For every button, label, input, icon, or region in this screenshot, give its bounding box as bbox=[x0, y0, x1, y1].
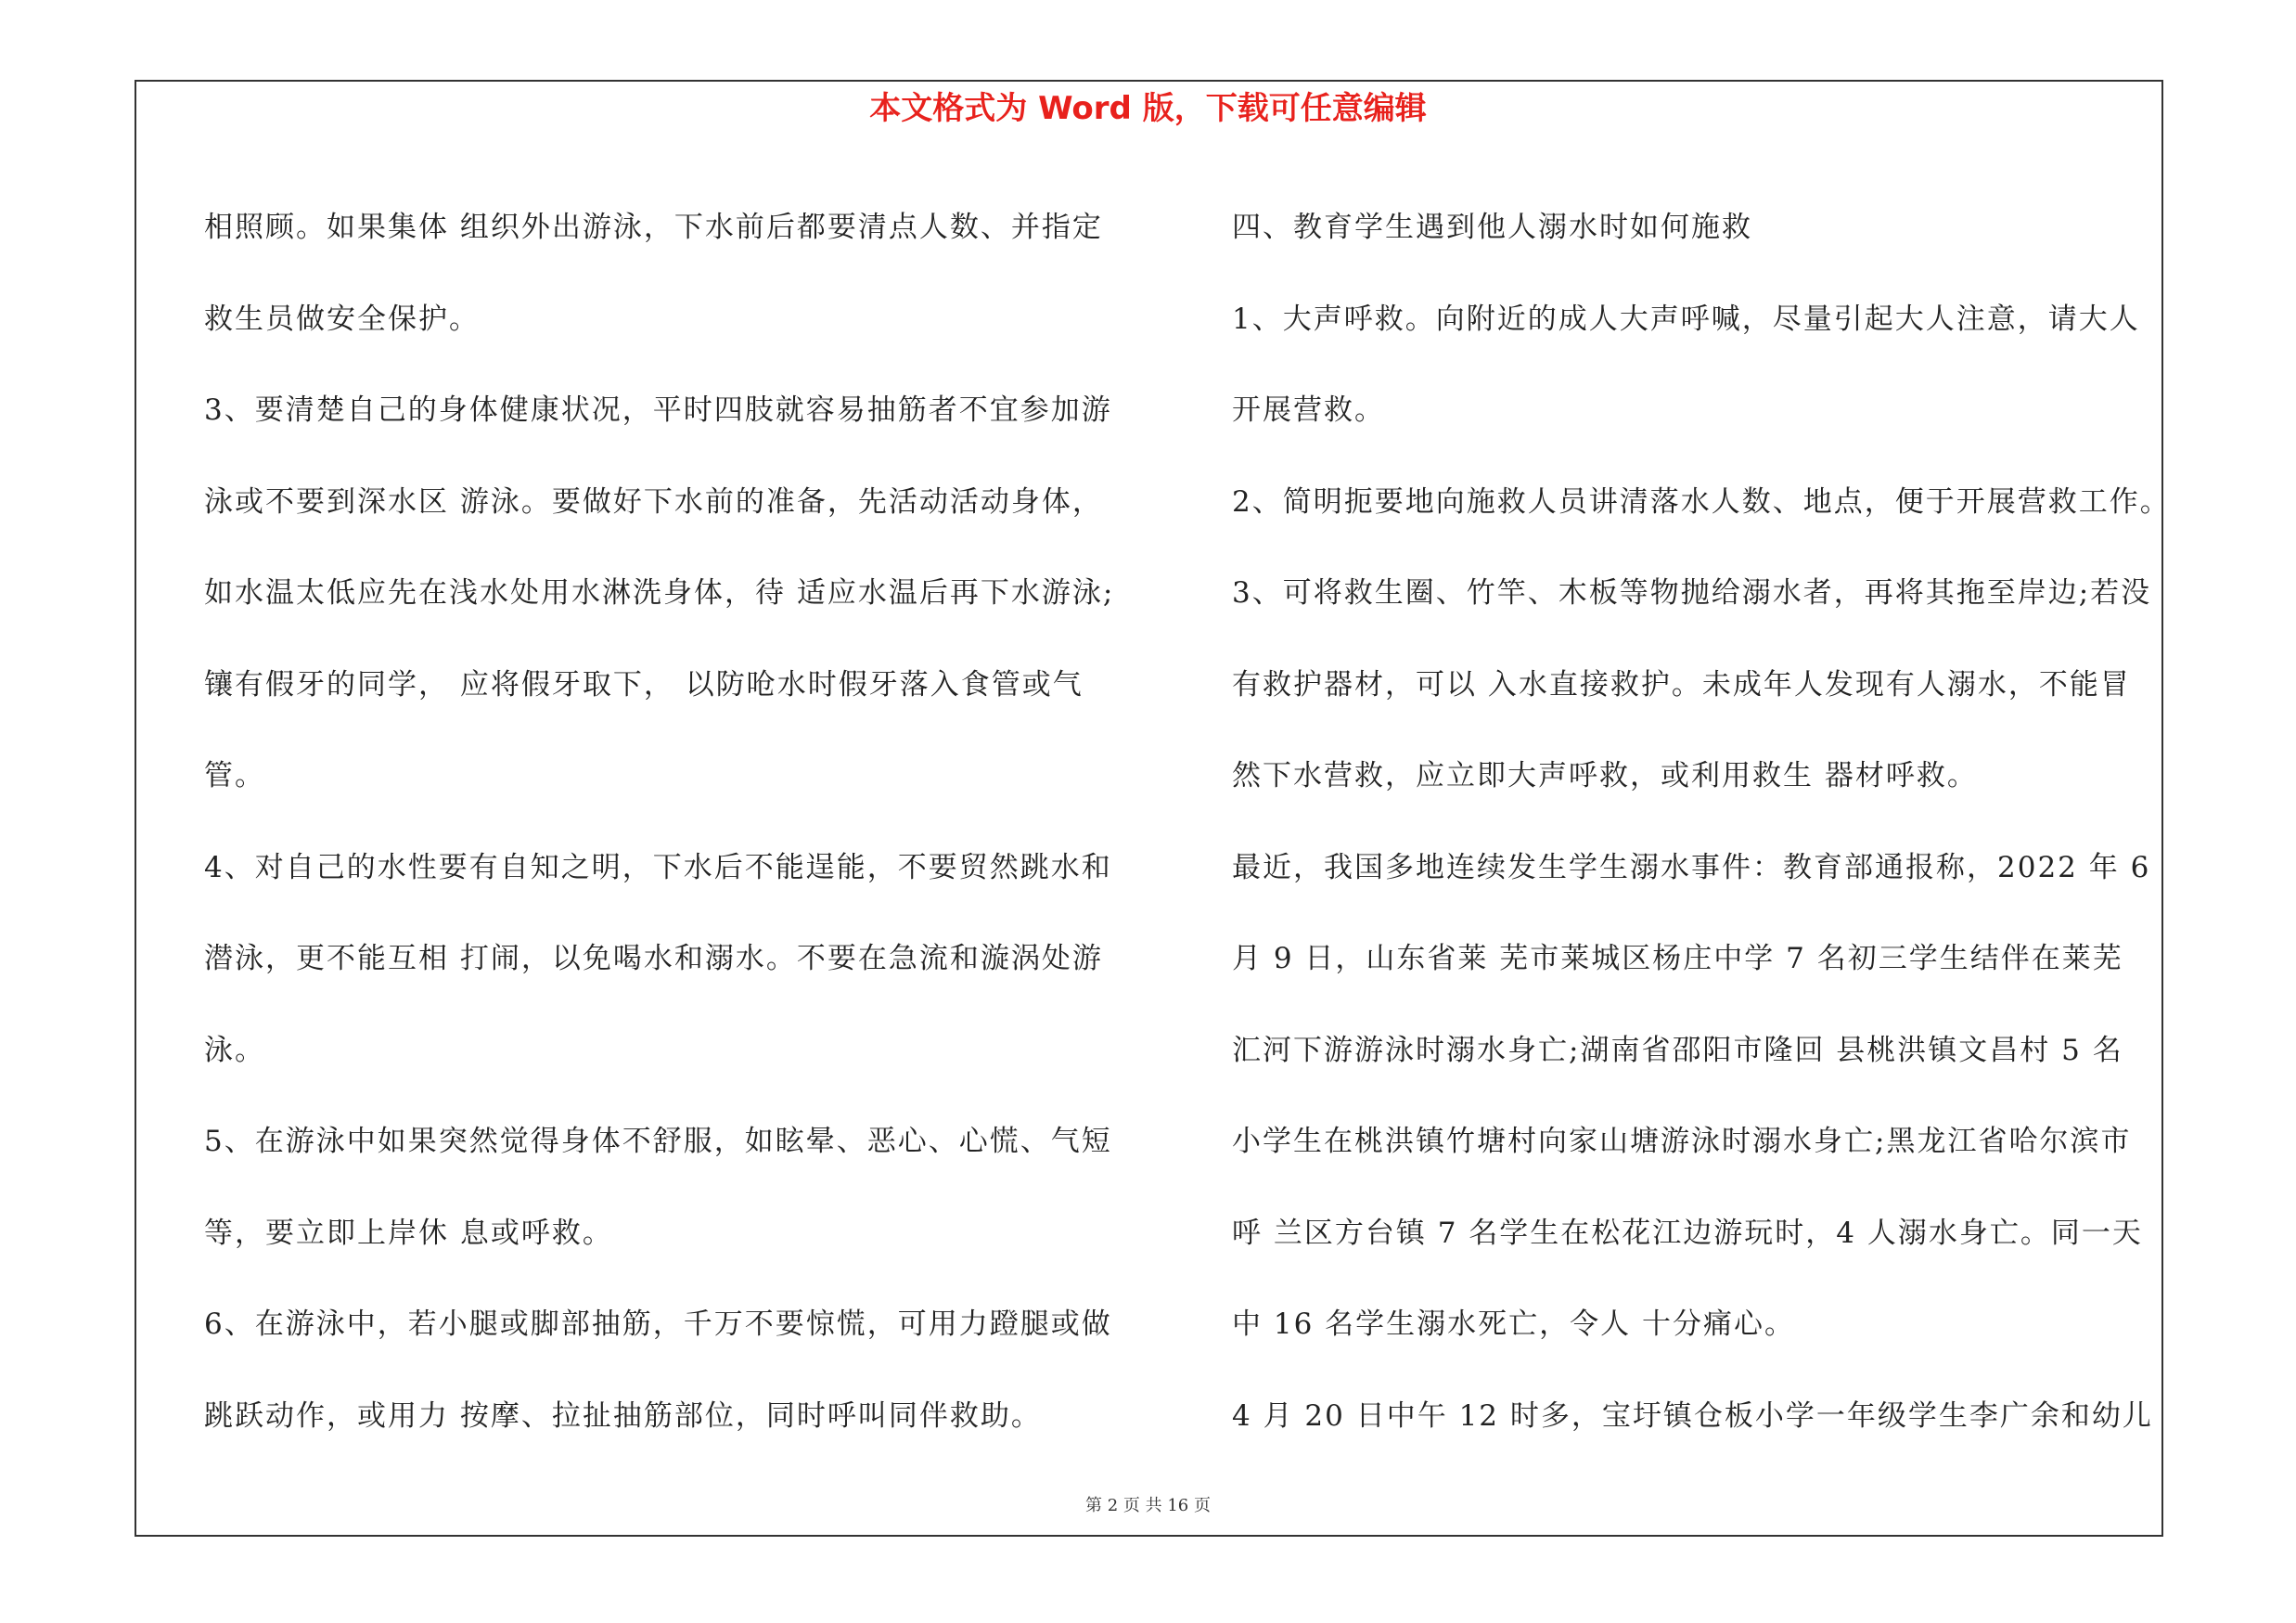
text-line: 汇河下游游泳时溺水身亡;湖南省邵阳市隆回 县桃洪镇文昌村 5 名 bbox=[1232, 1033, 2123, 1067]
left-text-column bbox=[204, 182, 1150, 1462]
text-line: 小学生在桃洪镇竹塘村向家山塘游泳时溺水身亡;黑龙江省哈尔滨市 bbox=[1232, 1125, 2132, 1158]
text-line: 5、在游泳中如果突然觉得身体不舒服，如眩晕、恶心、心慌、气短 bbox=[204, 1125, 1112, 1158]
text-line: 开展营救。 bbox=[1232, 393, 1385, 427]
text-line: 泳。 bbox=[204, 1033, 265, 1067]
text-line: 镶有假牙的同学， 应将假牙取下， 以防呛水时假牙落入食管或气 bbox=[204, 667, 1084, 702]
section-heading: 四、教育学生遇到他人溺水时如何施救 bbox=[1232, 211, 1752, 244]
text-line: 等，要立即上岸休 息或呼救。 bbox=[204, 1216, 613, 1250]
text-line: 潜泳，更不能互相 打闹，以免喝水和溺水。不要在急流和漩涡处游 bbox=[204, 942, 1103, 975]
text-line: 6、在游泳中，若小腿或脚部抽筋，千万不要惊慌，可用力蹬腿或做 bbox=[204, 1307, 1112, 1341]
text-line: 1、大声呼救。向附近的成人大声呼喊，尽量引起大人注意，请大人 bbox=[1232, 302, 2140, 336]
text-line: 2、简明扼要地向施救人员讲清落水人数、地点，便于开展营救工作。 bbox=[1232, 484, 2171, 519]
text-line: 然下水营救，应立即大声呼救，或利用救生 器材呼救。 bbox=[1232, 759, 1978, 792]
text-line: 月 9 日，山东省莱 芜市莱城区杨庄中学 7 名初三学生结伴在莱芜 bbox=[1232, 942, 2123, 975]
text-line: 4、对自己的水性要有自知之明，下水后不能逞能，不要贸然跳水和 bbox=[204, 850, 1112, 884]
text-line: 4 月 20 日中午 12 时多，宝圩镇仓板小学一年级学生李广余和幼儿 bbox=[1232, 1398, 2153, 1433]
text-line: 救生员做安全保护。 bbox=[204, 302, 480, 336]
text-line: 3、要清楚自己的身体健康状况，平时四肢就容易抽筋者不宜参加游 bbox=[204, 393, 1112, 427]
text-line: 泳或不要到深水区 游泳。要做好下水前的准备，先活动活动身体， bbox=[204, 484, 1103, 519]
text-line: 跳跃动作，或用力 按摩、拉扯抽筋部位，同时呼叫同伴救助。 bbox=[204, 1398, 1042, 1433]
text-line: 管。 bbox=[204, 759, 265, 792]
text-line: 如水温太低应先在浅水处用水淋洗身体，待 适应水温后再下水游泳; bbox=[204, 576, 1115, 610]
text-line: 最近，我国多地连续发生学生溺水事件：教育部通报称，2022 年 6 bbox=[1232, 850, 2151, 884]
page-number-footer: 第 2 页 共 16 页 bbox=[1085, 1496, 1211, 1515]
editable-word-banner: 本文格式为 Word 版，下载可任意编辑 bbox=[869, 90, 1427, 127]
right-text-column bbox=[1232, 182, 2215, 1462]
text-line: 呼 兰区方台镇 7 名学生在松花江边游玩时，4 人溺水身亡。同一天 bbox=[1232, 1216, 2143, 1250]
text-line: 有救护器材，可以 入水直接救护。未成年人发现有人溺水，不能冒 bbox=[1232, 667, 2131, 702]
text-line: 3、可将救生圈、竹竿、木板等物抛给溺水者，再将其拖至岸边;若没 bbox=[1232, 576, 2152, 610]
text-line: 相照顾。如果集体 组织外出游泳，下水前后都要清点人数、并指定 bbox=[204, 211, 1103, 244]
text-line: 中 16 名学生溺水死亡，令人 十分痛心。 bbox=[1232, 1307, 1796, 1341]
